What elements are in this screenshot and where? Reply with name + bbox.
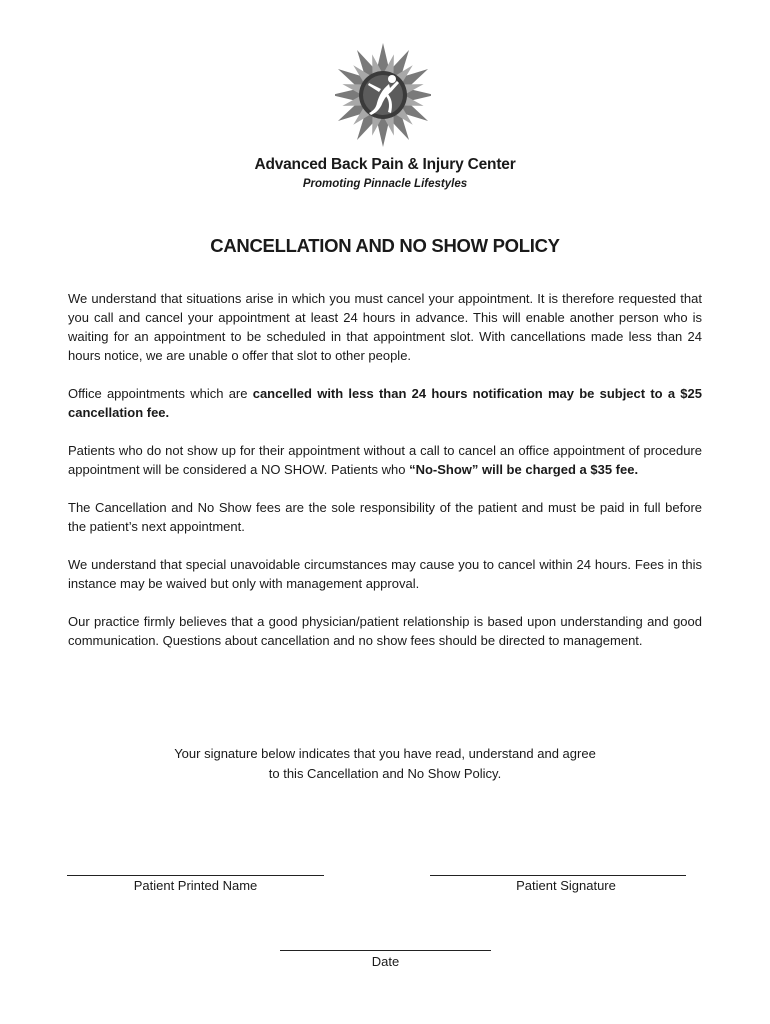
- policy-paragraph-1: We understand that situations arise in which you must cancel your appointment. It is therefore requested that you call and cancel your appointment at least 24 hours in advance. This will enable another person who is waiting for an appointment to be scheduled in that appointment slot. With cancellations made less than 24 hours notice, we are unable o offer that slot to other people.: [68, 291, 702, 363]
- policy-paragraph-4: The Cancellation and No Show fees are the sole responsibility of the patient and must be paid in full before the patient’s next appointment.: [68, 500, 702, 534]
- policy-paragraph-6: Our practice firmly believes that a good physician/patient relationship is based upon understanding and good communication. Questions about cancellation and no show fees should be directed to management.: [68, 614, 702, 648]
- policy-paragraph-2: [68, 384, 702, 422]
- policy-paragraph-2-bold: cancelled with less than 24 hours notification may be subject to a $25 cancellation fee.: [68, 386, 702, 420]
- date-label: Date: [371, 954, 400, 969]
- acknowledgement-statement: [0, 744, 770, 784]
- organization-tagline: Promoting Pinnacle Lifestyles: [302, 178, 468, 190]
- policy-paragraph-3-bold: “No-Show” will be charged a $35 fee.: [409, 462, 639, 477]
- acknowledgement-line-1: Your signature below indicates that you have read, understand and agree: [174, 746, 596, 761]
- document-title: CANCELLATION AND NO SHOW POLICY: [210, 235, 560, 256]
- printed-name-line[interactable]: [67, 875, 324, 876]
- printed-name-label: Patient Printed Name: [133, 878, 258, 893]
- policy-paragraph-3-text: Patients who do not show up for their appointment without a call to cancel an office appointment of procedure appointment will be considered a NO SHOW. Patients who: [68, 443, 702, 477]
- policy-paragraph-2-text: Office appointments which are: [68, 386, 253, 401]
- date-line[interactable]: [280, 950, 491, 951]
- acknowledgement-line-2: to this Cancellation and No Show Policy.: [268, 766, 502, 781]
- policy-paragraph-5: We understand that special unavoidable circumstances may cause you to cancel within 24 hours. Fees in this instance may be waived but only with management approval.: [68, 557, 702, 591]
- clinic-logo-icon: [335, 40, 431, 150]
- signature-label: Patient Signature: [516, 878, 616, 893]
- policy-paragraph-3: [68, 441, 702, 479]
- organization-name: Advanced Back Pain & Injury Center: [254, 156, 516, 173]
- policy-body: [68, 289, 702, 669]
- signature-line[interactable]: [430, 875, 686, 876]
